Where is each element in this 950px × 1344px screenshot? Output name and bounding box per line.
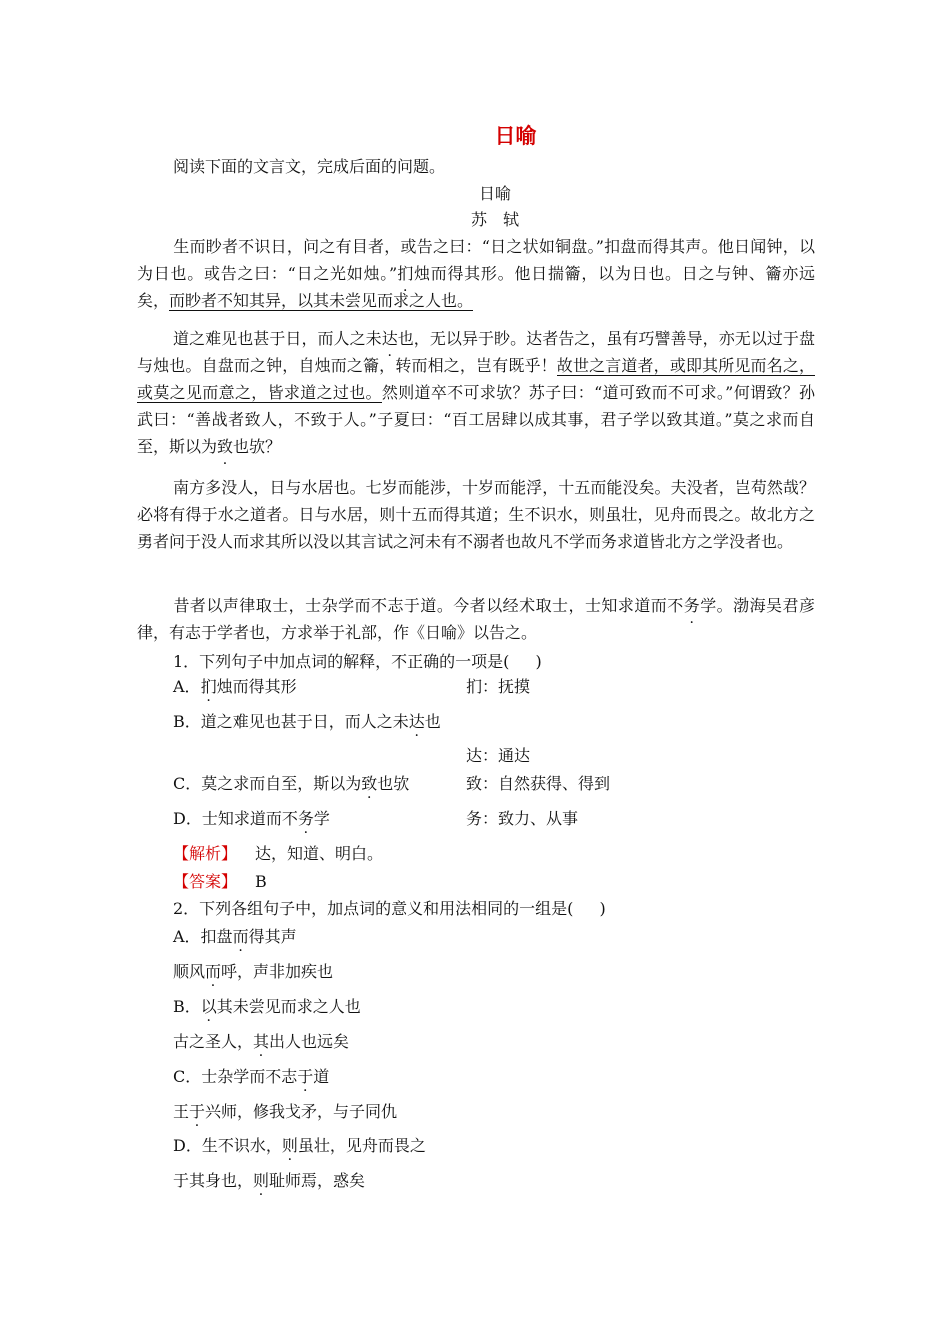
question-1-stem: 1．下列句子中加点词的解释，不正确的一项是( ) [173, 652, 542, 671]
dotted-word: 扪 [397, 264, 414, 283]
dotted-word: 达 [408, 712, 425, 731]
text-run: 学。渤海吴君彦律，有志于学者也，方求举于礼部，作《日喻》以告之。 [137, 596, 815, 642]
text-run: 昔者以声律取士，士杂学而不志于道。今者以经术取士，士知求道而不 [173, 596, 684, 615]
dotted-word: 扪 [200, 677, 217, 696]
text-run: 烛而得其形。他日揣籥，以为日也。日之与钟、籥亦远矣， [137, 264, 815, 310]
text-run: 也欤？ [233, 437, 282, 456]
document-title: 日喻 [494, 123, 537, 148]
question-2-option-a-line-2: 顺风而呼，声非加疾也 [173, 962, 334, 981]
text-run: 道之难见也甚于日，而人之未 [173, 329, 382, 348]
question-1-option-a-gloss: 扪：抚摸 [466, 677, 531, 696]
text-run: 也，无以异于眇。达者告之，虽有巧譬善导，亦无以过于盘与烛也。自盘而之钟，自烛而之籥，转而相之，岂有既乎！ [137, 329, 815, 375]
question-2-option-a-line-1: A．扣盘而得其声 [173, 927, 297, 946]
dotted-word: 以 [200, 997, 217, 1016]
dotted-word: 而 [205, 962, 222, 981]
dotted-word: 于 [297, 1067, 314, 1086]
question-1-option-b-gloss: 达：通达 [466, 746, 531, 765]
question-1-option-c: C．莫之求而自至，斯以为致也欤 [173, 774, 410, 793]
dotted-word: 务 [297, 809, 314, 828]
question-2-option-b-line-1: B．以其未尝见而求之人也 [173, 997, 361, 1016]
text-run: 生而眇者不识日，问之有目者，或告之曰：“日之状如铜盘。”扣盘而得其声。他日闻钟，以为日也。或告之曰：“日之光如烛。” [137, 237, 815, 283]
question-1-answer [173, 872, 267, 892]
question-1-option-d-gloss: 务：致力、从事 [466, 809, 579, 828]
question-1-option-b: B．道之难见也甚于日，而人之未达也 [173, 712, 441, 731]
essay-author: 苏 轼 [470, 210, 519, 229]
answer-text: B [255, 872, 267, 891]
analysis-label: 【解析】 [173, 844, 238, 863]
question-2-stem: 2．下列各组句子中，加点词的意义和用法相同的一组是( ) [173, 899, 606, 918]
dotted-word: 致 [361, 774, 378, 793]
essay-paragraph-3 [137, 474, 815, 555]
analysis-text: 达，知道、明白。 [255, 844, 384, 863]
essay-paragraph-2 [137, 325, 815, 460]
dotted-word: 而 [232, 927, 249, 946]
dotted-word: 务 [683, 596, 700, 615]
text-run: 然则道卒不可求欤？苏子曰：“道可致而不可求。”何谓致？孙武曰：“善战者致人，不致于人。”子夏曰：“百工居肆以成其事，君子学以致其道。”莫之求而自至，斯以为 [137, 383, 815, 456]
question-2-option-c-line-2: 王于兴师，修我戈矛，与子同仇 [173, 1102, 398, 1121]
question-1-option-c-gloss: 致：自然获得、得到 [466, 774, 611, 793]
question-2-option-d-line-2: 于其身也，则耻师焉，惑矣 [173, 1171, 366, 1190]
essay-title: 日喻 [478, 184, 511, 203]
instruction-text: 阅读下面的文言文，完成后面的问题。 [173, 157, 446, 176]
dotted-word: 则 [253, 1171, 270, 1190]
dotted-word: 其 [253, 1032, 270, 1051]
question-1-option-d: D．士知求道而不务学 [173, 809, 330, 828]
dotted-word: 致 [217, 437, 234, 456]
question-2-option-c-line-1: C．士杂学而不志于道 [173, 1067, 330, 1086]
question-1-analysis [173, 844, 383, 864]
text-run: 南方多没人，日与水居也。七岁而能涉，十岁而能浮，十五而能没矣。夫没者，岂苟然哉？必将有得于水之道者。日与水居，则十五而得其道；生不识水，则虽壮，见舟而畏之。故北方之勇者问于没人而求其所以没以其言试之河未有不溺者也故凡不学而务求道皆北方之学没者也。 [137, 478, 815, 551]
dotted-word: 达 [381, 329, 398, 348]
question-1-option-a: A．扪烛而得其形 [173, 677, 297, 696]
underlined-sentence: 而眇者不知其异，以其未尝见而求之人也。 [169, 291, 474, 310]
question-2-option-b-line-2: 古之圣人，其出人也远矣 [173, 1032, 350, 1051]
question-2-option-d-line-1: D．生不识水，则虽壮，见舟而畏之 [173, 1136, 426, 1155]
dotted-word: 则 [281, 1136, 298, 1155]
dotted-word: 于 [189, 1102, 206, 1121]
underlined-sentence: 故世之言道者，或即其所见而名之，或莫之见而意之，皆求道之过也。 [137, 356, 815, 402]
answer-label: 【答案】 [173, 872, 238, 891]
essay-paragraph-1 [137, 233, 815, 314]
essay-paragraph-4 [137, 592, 815, 646]
